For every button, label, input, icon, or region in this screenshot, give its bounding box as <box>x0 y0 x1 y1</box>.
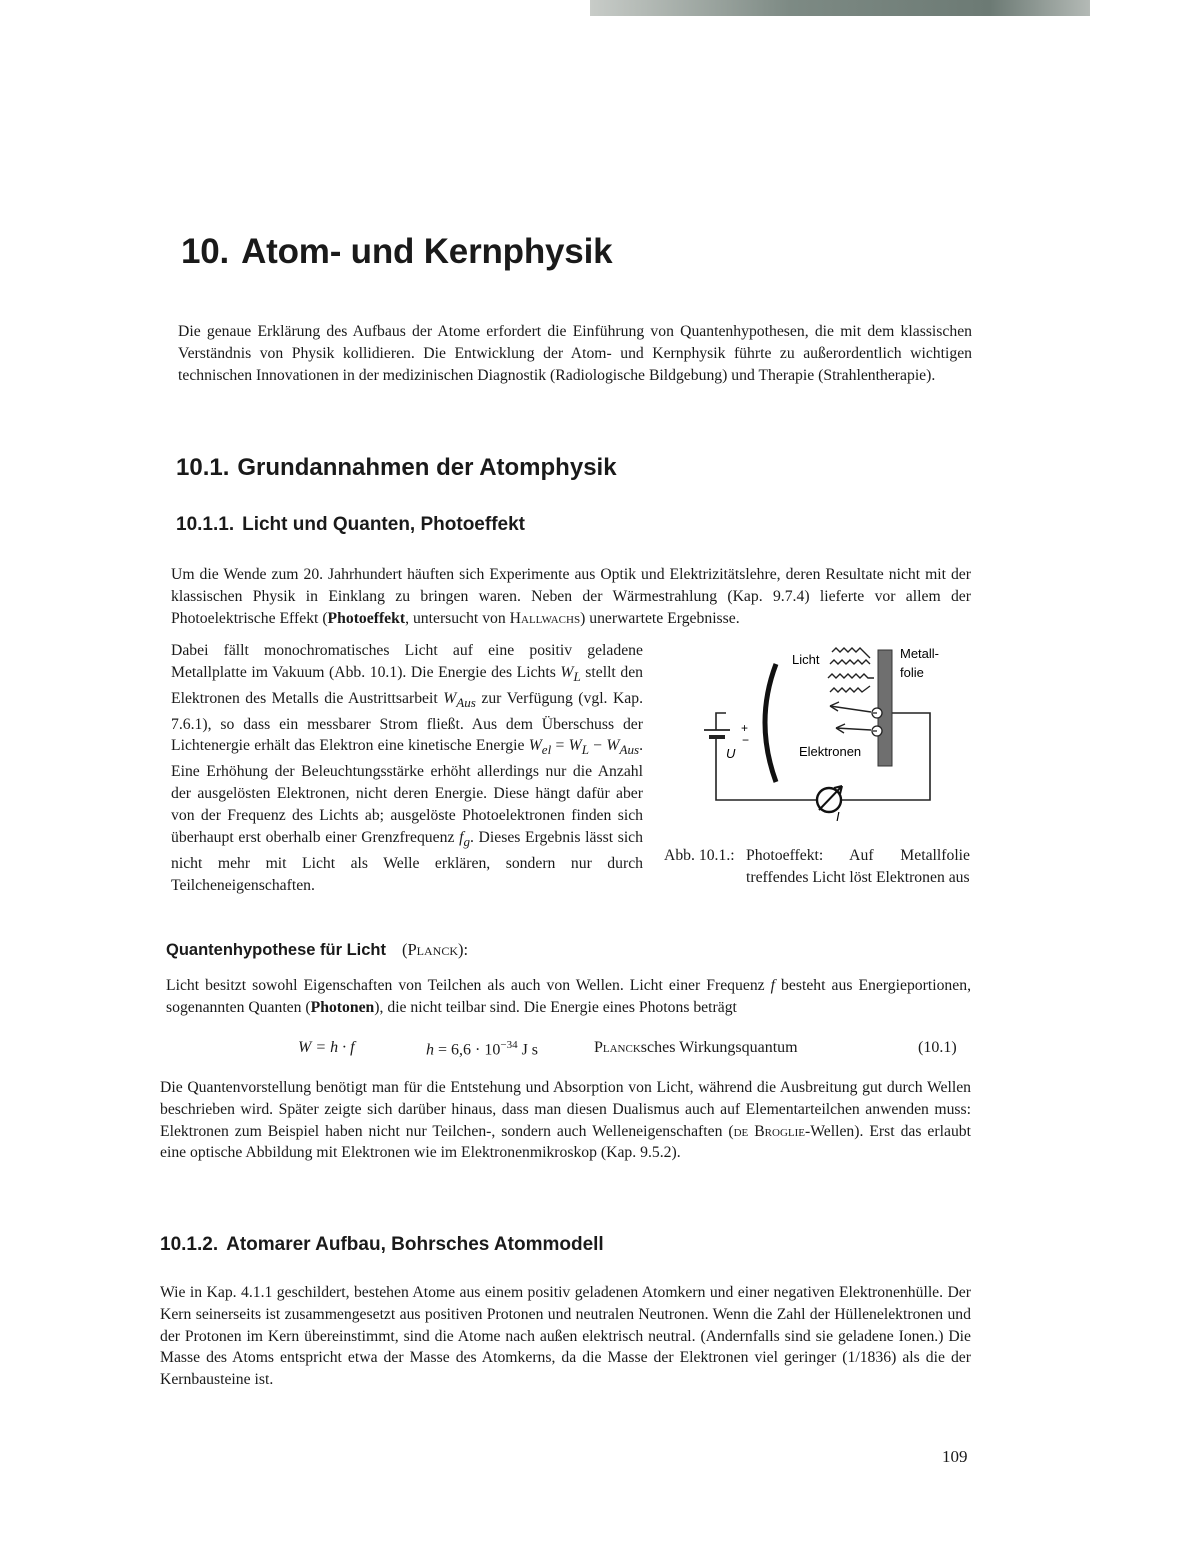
metal-label-1: Metall- <box>900 646 940 661</box>
metal-label-2: folie <box>900 665 924 680</box>
circuit-wire-left <box>716 713 726 730</box>
paragraph-atom-structure: Wie in Kap. 4.1.1 geschildert, bestehen Atome aus einem positiv geladenen Atomkern und einer negativen Elektronenhülle. Der Kern seinerseits ist zusammengesetzt aus positiven Protonen und neutralen Neutronen. Wenn die Zahl der Hüllenelektronen und der Protonen im Kern übereinstimmt, sind die Atome nach außen elektrisch neutral. (Andernfalls sind sie geladene Ionen.) Die Masse des Atoms entspricht etwa der Masse des Atomkerns, da die Masse der Elektronen viel geringer (1/1836) als die der Kernbausteine ist. <box>160 1284 971 1389</box>
electron-arrow-1 <box>830 706 871 712</box>
equation-planck-name: Plancksches Wirkungsquantum <box>594 1039 798 1056</box>
light-wave-4 <box>830 686 870 692</box>
battery-plus: + <box>741 721 749 735</box>
figure-caption-text: Photoeffekt: Auf Metallfolie treffendes Licht löst Elektronen aus <box>746 847 970 886</box>
equation-energy: W = h · f <box>298 1039 355 1056</box>
paragraph-photoeffect-intro: Um die Wende zum 20. Jahrhundert häuften sich Experimente aus Optik und Elektrizitätslehre, deren Resultate nicht mit der klassischen Physik in Einklang zu bringen waren. Neben der Wärmestrahlung (Kap. 9.7.4) lieferte vor allem der Photoelektrische Effekt (Photoeffekt, untersucht von Hallwachs) unerwartete Ergebnisse. <box>171 566 971 627</box>
voltage-label: U <box>726 746 736 761</box>
chapter-title: 10. Atom- und Kernphysik <box>181 232 613 271</box>
paragraph-photoeffect-detail: Dabei fällt monochromatisches Licht auf eine positiv geladene Metallplatte im Vakuum (Abb. 10.1). Die Energie des Lichts $W_L$ stellt den Elektronen des Metalls die Austrittsarbeit $W_{Aus}$ zur Verfügung (vgl. Kap. 7.6.1), so dass ein messbarer Strom fließt. Aus dem Überschuss der Lichtenergie erhält das Elektron eine kinetische Energie $W_{el} = W_L - W_{Aus}$. Eine Erhöhung der Beleuchtungsstärke erhöht allerdings nur die Anzahl der ausgelösten Elektronen, nicht deren Energie. Diese hängt dafür aber von der Frequenz des Lichts ab; ausgelöste Photoelektronen finden sich überhaupt erst oberhalb einer Grenzfrequenz $f_g$. Dieses Ergebnis lässt sich nicht mehr mit Licht als Welle erklären, sondern nur durch Teilcheneigenschaften. <box>171 642 644 894</box>
photoeffect-figure <box>690 640 970 835</box>
light-wave-3 <box>828 674 874 678</box>
battery-minus: − <box>742 733 750 747</box>
electrons-label: Elektronen <box>799 744 862 759</box>
page-number: 109 <box>942 1447 968 1466</box>
scan-edge-strip <box>590 0 1090 16</box>
subsection-heading-10-1-2: 10.1.2. Atomarer Aufbau, Bohrsches Atommodell <box>160 1234 604 1255</box>
figure-caption-label: Abb. 10.1.: <box>664 847 735 864</box>
light-label: Licht <box>792 652 820 667</box>
electron-arrow-2 <box>836 728 871 730</box>
subsection-heading-10-1-1: 10.1.1. Licht und Quanten, Photoeffekt <box>176 514 525 535</box>
light-wave-2 <box>830 660 870 664</box>
equation-planck-constant: $h = 6,6 \cdot 10^{-34}$ J s <box>426 1039 539 1059</box>
light-wave-1 <box>832 648 870 658</box>
metal-foil <box>878 650 892 766</box>
paragraph-dualism: Die Quantenvorstellung benötigt man für die Entstehung und Absorption von Licht, während die Ausbreitung gut durch Wellen beschrieben wird. Später zeigte sich darüber hinaus, dass man diesen Dualismus auch auf Elementarteilchen anwenden muss: Elektronen zum Beispiel haben nicht nur Teilchen-, sondern auch Welleneigenschaften (de Broglie-Wellen). Erst das erlaubt eine optische Abbildung mit Elektronen wie im Elektronenmikroskop (Kap. 9.5.2). <box>160 1079 971 1162</box>
equation-number: (10.1) <box>918 1039 957 1056</box>
paragraph-quantum: Licht besitzt sowohl Eigenschaften von Teilchen als auch von Wellen. Licht einer Frequenz f besteht aus Energieportionen, sogenannten Quanten (Photonen), die nicht teilbar sind. Die Energie eines Photons beträgt <box>166 977 971 1016</box>
current-label: I <box>836 809 840 824</box>
photoeffect-diagram <box>690 640 970 830</box>
section-heading-10-1: 10.1. Grundannahmen der Atomphysik <box>176 454 617 481</box>
vacuum-tube-arc <box>765 664 776 782</box>
intro-paragraph: Die genaue Erklärung des Aufbaus der Atome erfordert die Einführung von Quantenhypothesen, die mit dem klassischen Verständnis von Physik kollidieren. Die Entwicklung der Atom- und Kernphysik führte zu außerordentlich wichtigen technischen Innovationen in der medizinischen Diagnostik (Radiologische Bildgebung) und Therapie (Strahlentherapie). <box>178 323 972 384</box>
quantum-hypothesis-heading: Quantenhypothese für Licht (Planck): <box>166 940 469 959</box>
